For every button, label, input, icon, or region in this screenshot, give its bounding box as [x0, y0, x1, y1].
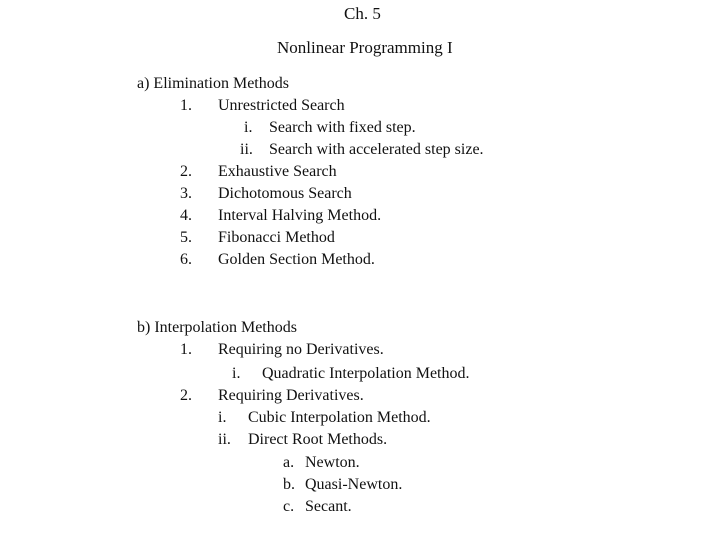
sub-item-text: Search with fixed step.	[269, 119, 416, 136]
sub-sub-item-number: c.	[283, 498, 295, 515]
sub-sub-item-text: Newton.	[305, 454, 360, 471]
sub-item-number: i.	[232, 365, 241, 382]
sub-item-number: i.	[244, 119, 253, 136]
section-heading-b: b) Interpolation Methods	[137, 319, 297, 336]
list-item-text: Requiring Derivatives.	[218, 387, 364, 404]
sub-sub-item-number: b.	[283, 476, 295, 493]
sub-item-text: Quadratic Interpolation Method.	[262, 365, 470, 382]
page-title: Nonlinear Programming I	[277, 38, 453, 57]
section-heading-a: a) Elimination Methods	[137, 75, 289, 92]
list-item-text: Fibonacci Method	[218, 229, 335, 246]
chapter-label: Ch. 5	[344, 4, 381, 23]
sub-item-number: ii.	[240, 141, 253, 158]
list-item-number: 1.	[180, 97, 192, 114]
sub-item-text: Search with accelerated step size.	[269, 141, 484, 158]
list-item-text: Interval Halving Method.	[218, 207, 382, 224]
list-item-text: Requiring no Derivatives.	[218, 341, 384, 358]
list-item-number: 4.	[180, 207, 192, 224]
list-item-number: 2.	[180, 387, 192, 404]
sub-item-number: i.	[218, 409, 227, 426]
list-item-text: Exhaustive Search	[218, 163, 337, 180]
list-item-number: 6.	[180, 251, 192, 268]
list-item-text: Unrestricted Search	[218, 97, 345, 114]
list-item-number: 5.	[180, 229, 192, 246]
list-item-number: 2.	[180, 163, 192, 180]
list-item-text: Dichotomous Search	[218, 185, 352, 202]
sub-item-text: Direct Root Methods.	[248, 431, 388, 448]
sub-item-number: ii.	[218, 431, 231, 448]
sub-sub-item-text: Quasi-Newton.	[305, 476, 403, 493]
list-item-text: Golden Section Method.	[218, 251, 375, 268]
sub-sub-item-number: a.	[283, 454, 295, 471]
sub-item-text: Cubic Interpolation Method.	[248, 409, 431, 426]
list-item-number: 1.	[180, 341, 192, 358]
list-item-number: 3.	[180, 185, 192, 202]
sub-sub-item-text: Secant.	[305, 498, 352, 515]
